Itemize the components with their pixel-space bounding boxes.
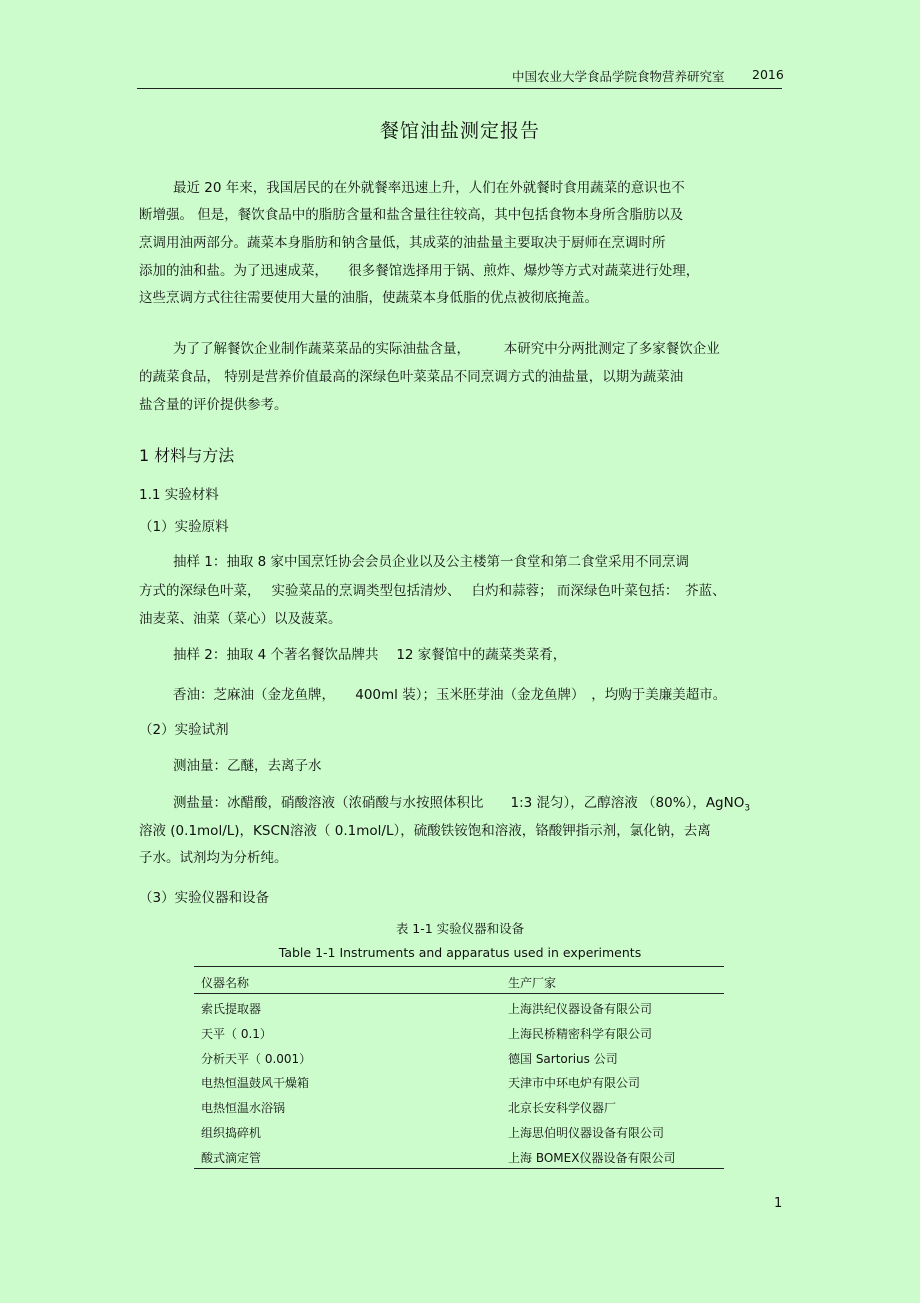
- table-cell: 组织捣碎机: [201, 1126, 262, 1140]
- table-header-cell: 仪器名称: [201, 976, 250, 990]
- table-bottom-rule: [194, 1168, 724, 1169]
- sample1-line: 油麦菜、油菜（菜心）以及菠菜。: [139, 611, 342, 627]
- intro-p1-line: 断增强。 但是，餐饮食品中的脂肪含量和盐含量往往较高，其中包括食物本身所含脂肪以及: [139, 207, 684, 223]
- page-title: 餐馆油盐测定报告: [379, 120, 540, 142]
- salt-reagent-line: 子水。试剂均为分析纯。: [139, 850, 288, 866]
- intro-p2-line: 为了了解餐饮企业制作蔬菜菜品的实际油盐含量， 本研究中分两批测定了多家餐饮企业: [173, 341, 720, 357]
- intro-p1-line: 添加的油和盐。为了迅速成菜， 很多餐馆选择用于锅、煎炸、爆炒等方式对蔬菜进行处理，: [139, 263, 700, 279]
- table-cell: 德国 Sartorius 公司: [508, 1052, 618, 1066]
- item-heading: （2）实验试剂: [139, 722, 229, 738]
- table-caption-cn: 表 1-1 实验仪器和设备: [395, 921, 525, 936]
- table-cell: 分析天平（ 0.001）: [201, 1052, 312, 1066]
- table-cell: 上海洪纪仪器设备有限公司: [508, 1002, 653, 1016]
- fat-reagent-line: 测油量：乙醚，去离子水: [173, 758, 322, 774]
- header-rule: [137, 88, 782, 89]
- page-number: 1: [774, 1196, 783, 1211]
- table-cell: 电热恒温水浴锅: [201, 1101, 286, 1115]
- table-top-rule: [194, 966, 724, 967]
- table-caption-en: Table 1-1 Instruments and apparatus used in experiments: [278, 945, 642, 960]
- table-cell: 上海思伯明仪器设备有限公司: [508, 1126, 665, 1140]
- sample1-line: 抽样 1：抽取 8 家中国烹饪协会会员企业以及公主楼第一食堂和第二食堂采用不同烹调: [173, 554, 690, 570]
- section-heading: 1 材料与方法: [139, 446, 235, 465]
- table-header-cell: 生产厂家: [508, 976, 557, 990]
- salt-reagent-text: 测盐量：冰醋酸，硝酸溶液（浓硝酸与水按照体积比 1:3 混匀），乙醇溶液 （80%），AgNO: [173, 795, 745, 811]
- table-cell: 酸式滴定管: [201, 1151, 262, 1165]
- salt-reagent-line: 溶液 (0.1mol/L)，KSCN溶液（ 0.1mol/L），硫酸铁铵饱和溶液，铬酸钾指示剂，氯化钠，去离: [139, 823, 711, 839]
- table-cell: 电热恒温鼓风干燥箱: [201, 1076, 310, 1090]
- header-year: 2016: [752, 67, 784, 82]
- table-cell: 上海民桥精密科学有限公司: [508, 1027, 653, 1041]
- table-cell: 天平（ 0.1）: [201, 1027, 272, 1041]
- intro-p1-line: 这些烹调方式往往需要使用大量的油脂，使蔬菜本身低脂的优点被彻底掩盖。: [139, 290, 598, 306]
- subsection-heading: 1.1 实验材料: [139, 487, 219, 503]
- intro-p1-line: 最近 20 年来，我国居民的在外就餐率迅速上升，人们在外就餐时食用蔬菜的意识也不: [173, 180, 685, 196]
- intro-p1-line: 烹调用油两部分。蔬菜本身脂肪和钠含量低，其成菜的油盐量主要取决于厨师在烹调时所: [139, 235, 666, 251]
- subscript: 3: [744, 803, 751, 814]
- sample2-line: 抽样 2：抽取 4 个著名餐饮品牌共 12 家餐馆中的蔬菜类菜肴，: [173, 647, 567, 663]
- table-cell: 天津市中环电炉有限公司: [508, 1076, 641, 1090]
- item-heading: （1）实验原料: [139, 519, 229, 535]
- header-org: 中国农业大学食品学院食物营养研究室: [512, 69, 725, 84]
- table-cell: 北京长安科学仪器厂: [508, 1101, 617, 1115]
- intro-p2-line: 盐含量的评价提供参考。: [139, 397, 288, 413]
- oil-line: 香油：芝麻油（金龙鱼牌， 400ml 装）；玉米胚芽油（金龙鱼牌） ，均购于美廉美超市。: [173, 687, 727, 703]
- intro-p2-line: 的蔬菜食品， 特别是营养价值最高的深绿色叶菜菜品不同烹调方式的油盐量，以期为蔬菜油: [139, 369, 684, 385]
- sample1-line: 方式的深绿色叶菜， 实验菜品的烹调类型包括清炒、 白灼和蒜蓉； 而深绿色叶菜包括： 芥蓝、: [139, 583, 726, 599]
- item-heading: （3）实验仪器和设备: [139, 890, 270, 906]
- table-header-rule: [194, 993, 724, 994]
- table-cell: 上海 BOMEX仪器设备有限公司: [508, 1151, 676, 1165]
- table-cell: 索氏提取器: [201, 1002, 262, 1016]
- salt-reagent-line: [173, 791, 750, 814]
